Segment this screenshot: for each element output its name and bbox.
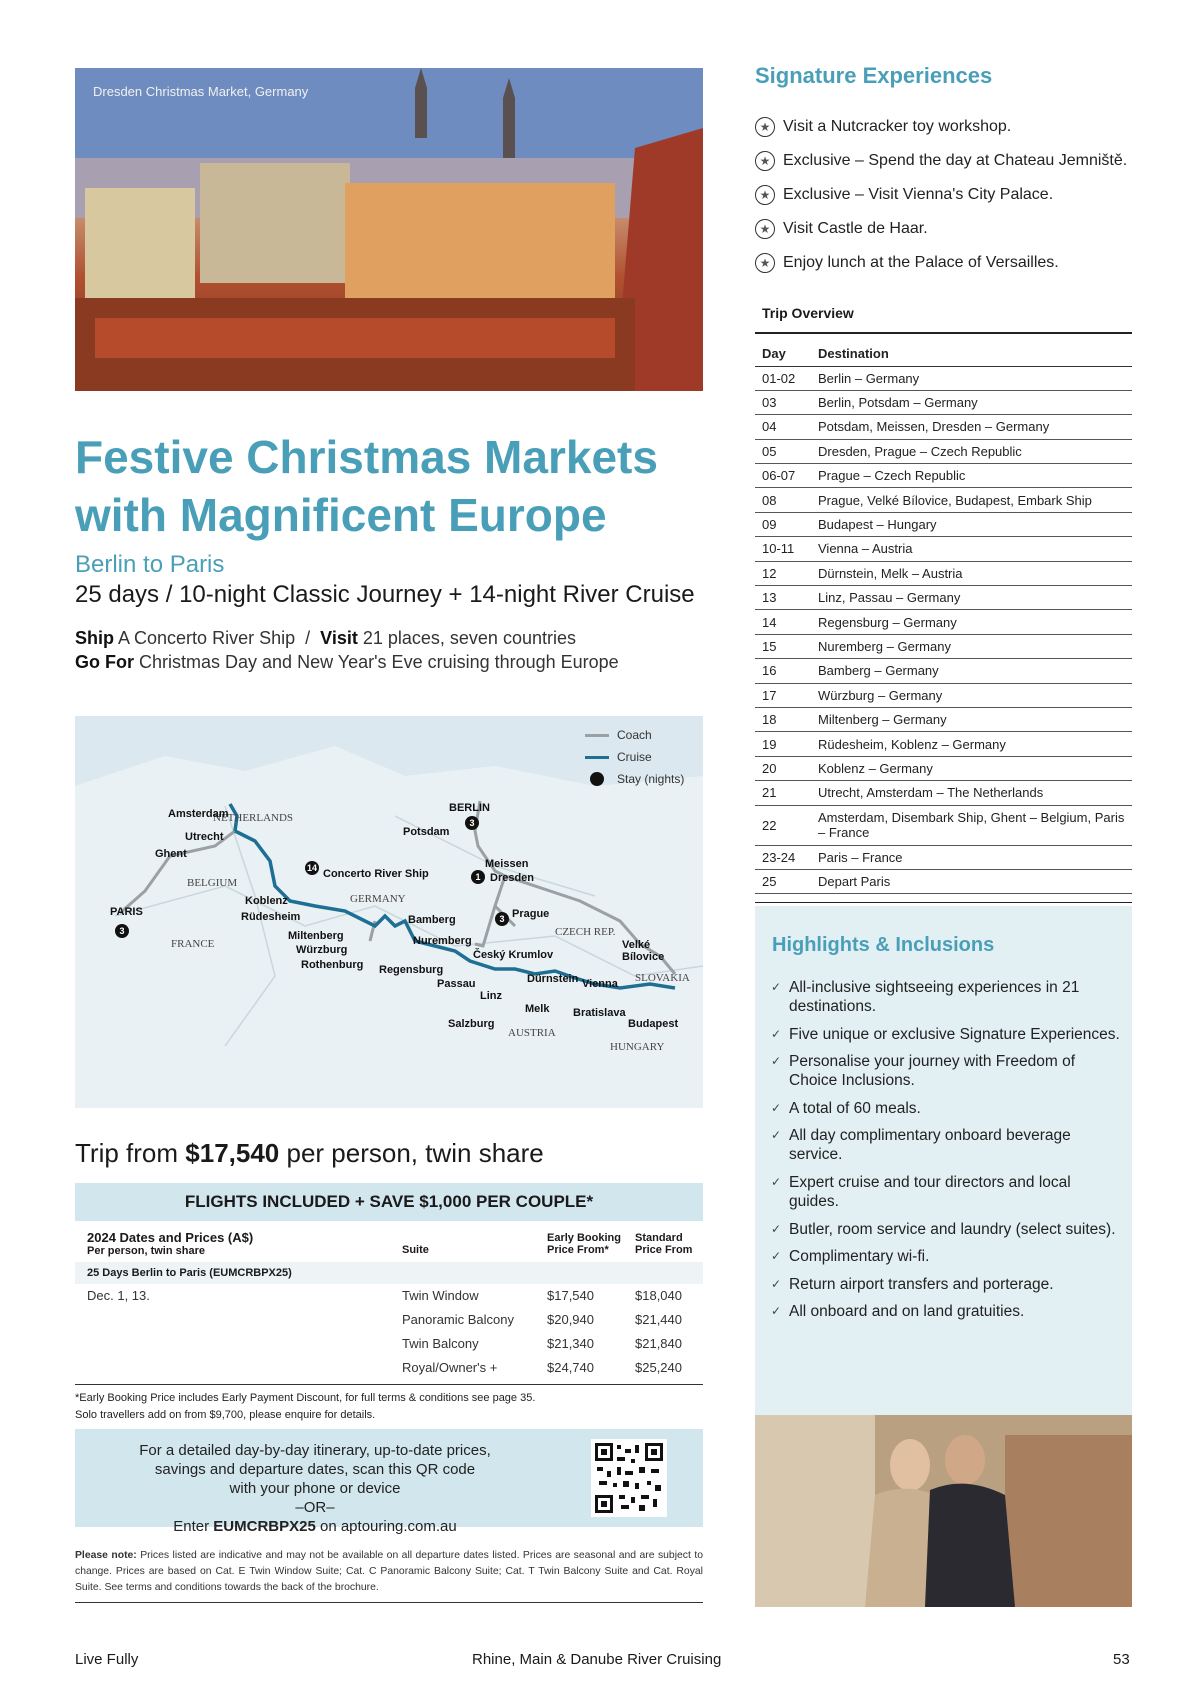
col-suite: Suite <box>402 1244 429 1256</box>
suite-name: Royal/Owner's + <box>402 1360 498 1375</box>
early-price: $20,940 <box>547 1312 594 1327</box>
overview-destination: Utrecht, Amsterdam – The Netherlands <box>811 781 1132 805</box>
qr-info-box <box>75 1429 703 1535</box>
footer-section: Rhine, Main & Danube River Cruising <box>472 1651 722 1668</box>
footnote-early-booking: *Early Booking Price includes Early Payment Discount, for full terms & conditions see page 35. <box>75 1392 536 1404</box>
list-item: ✓ All day complimentary onboard beverage service. <box>771 1126 1121 1164</box>
list-item: ✓ Five unique or exclusive Signature Experiences. <box>771 1025 1121 1044</box>
overview-destination: Depart Paris <box>811 869 1132 893</box>
coach-swatch <box>585 734 609 737</box>
overview-day: 08 <box>755 488 811 512</box>
legend-stay: Stay (nights) <box>617 772 685 786</box>
couple-photo-illustration <box>755 1415 1132 1607</box>
place-label: Meissen <box>485 858 529 870</box>
gofor-value: Christmas Day and New Year's Eve cruising through Europe <box>139 652 619 672</box>
overview-destination: Nuremberg – Germany <box>811 634 1132 658</box>
overview-day: 22 <box>755 805 811 845</box>
standard-price: $21,840 <box>635 1336 682 1351</box>
table-row <box>755 488 1132 512</box>
couple-photo <box>755 1415 1132 1607</box>
table-row <box>755 707 1132 731</box>
signature-item: Exclusive – Spend the day at Chateau Jemniště. <box>783 152 1128 169</box>
overview-table <box>755 342 1132 894</box>
table-row <box>755 586 1132 610</box>
stay-badge-prague: 3 <box>495 912 509 926</box>
place-label: Potsdam <box>403 826 450 838</box>
page-number: 53 <box>1113 1651 1130 1668</box>
place-label: Melk <box>525 1003 550 1015</box>
stay-badge-paris: 3 <box>115 924 129 938</box>
signature-item: Visit Castle de Haar. <box>783 220 928 237</box>
overview-day: 01-02 <box>755 366 811 390</box>
place-label: Concerto River Ship <box>323 868 429 880</box>
disclaimer <box>75 1548 703 1596</box>
overview-day: 09 <box>755 512 811 536</box>
suite-name: Twin Balcony <box>402 1336 479 1351</box>
table-row <box>755 756 1132 780</box>
standard-price: $21,440 <box>635 1312 682 1327</box>
overview-destination: Dresden, Prague – Czech Republic <box>811 439 1132 463</box>
overview-destination: Dürnstein, Melk – Austria <box>811 561 1132 585</box>
qr-line: –OR– <box>295 1499 335 1516</box>
table-row <box>75 1308 703 1332</box>
overview-destination: Linz, Passau – Germany <box>811 586 1132 610</box>
visit-value: 21 places, seven countries <box>362 628 576 648</box>
overview-day: 06-07 <box>755 464 811 488</box>
qr-enter-suffix: on aptouring.com.au <box>319 1518 457 1535</box>
place-label: Regensburg <box>379 964 444 976</box>
disclaimer-text: Prices listed are indicative and may not be available on all departure dates listed. Prices are seasonal and are subject to change. Prices are based on Cat. E Twin Window Suite; Cat. C Panoramic Balcony Suite; Cat. T Twin Balcony Suite and Cat. Royal Suite. See terms and conditions towards the back of the brochure. <box>75 1550 703 1593</box>
stay-badge-dresden: 1 <box>471 870 485 884</box>
place-label: Utrecht <box>185 831 224 843</box>
place-label: Dresden <box>490 872 535 884</box>
place-label: Bratislava <box>573 1007 626 1019</box>
overview-day: 12 <box>755 561 811 585</box>
list-item: ✓ Return airport transfers and porterage. <box>771 1275 1121 1294</box>
overview-day: 14 <box>755 610 811 634</box>
overview-destination: Prague – Czech Republic <box>811 464 1132 488</box>
country-label: GERMANY <box>350 893 406 905</box>
overview-day: 10-11 <box>755 537 811 561</box>
overview-destination: Prague, Velké Bílovice, Budapest, Embark Ship <box>811 488 1132 512</box>
signature-title: Signature Experiences <box>755 63 993 88</box>
trip-code: EUMCRBPX25 <box>213 1518 316 1535</box>
price-subheader: 25 Days Berlin to Paris (EUMCRBPX25) <box>75 1262 703 1284</box>
hero-caption: Dresden Christmas Market, Germany <box>93 84 309 99</box>
overview-destination: Paris – France <box>811 845 1132 869</box>
table-row <box>755 439 1132 463</box>
list-item <box>755 110 1127 144</box>
overview-bottom-rule <box>755 902 1132 903</box>
place-label: Vienna <box>582 978 618 990</box>
col-standard: Standard Price From <box>635 1232 693 1256</box>
country-label: AUSTRIA <box>508 1027 556 1039</box>
cruise-swatch <box>585 756 609 759</box>
overview-day: 21 <box>755 781 811 805</box>
signature-list <box>755 110 1127 280</box>
star-icon: ★ <box>755 253 775 273</box>
list-item <box>755 178 1127 212</box>
price-table-header <box>75 1228 703 1262</box>
place-label: Amsterdam <box>168 808 229 820</box>
footnotes <box>75 1390 703 1424</box>
overview-day: 04 <box>755 415 811 439</box>
table-row <box>755 561 1132 585</box>
trip-from-price <box>75 1138 544 1169</box>
place-label: Passau <box>437 978 476 990</box>
title-line-1: Festive Christmas Markets <box>75 431 658 483</box>
highlights-list <box>771 978 1121 1330</box>
star-icon: ★ <box>755 219 775 239</box>
overview-destination: Berlin – Germany <box>811 366 1132 390</box>
col-day: Day <box>755 342 811 366</box>
overview-day: 15 <box>755 634 811 658</box>
table-row <box>75 1284 703 1308</box>
stay-swatch <box>590 772 604 786</box>
signature-item: Exclusive – Visit Vienna's City Palace. <box>783 186 1054 203</box>
table-row <box>755 781 1132 805</box>
overview-day: 19 <box>755 732 811 756</box>
early-price: $24,740 <box>547 1360 594 1375</box>
table-row <box>755 732 1132 756</box>
list-item <box>755 212 1127 246</box>
title-line-2: with Magnificent Europe <box>75 489 607 541</box>
gofor-label: Go For <box>75 652 134 672</box>
legend-coach: Coach <box>617 728 652 742</box>
suite-name: Twin Window <box>402 1288 479 1303</box>
star-icon: ★ <box>755 185 775 205</box>
overview-day: 13 <box>755 586 811 610</box>
table-row <box>755 390 1132 414</box>
duration-subtitle: 25 days / 10-night Classic Journey + 14-night River Cruise <box>75 581 695 608</box>
place-label: Linz <box>480 990 502 1002</box>
qr-instructions <box>115 1441 515 1536</box>
disclaimer-label: Please note: <box>75 1550 137 1561</box>
star-icon: ★ <box>755 117 775 137</box>
trip-from-amount: $17,540 <box>185 1138 280 1168</box>
list-item: ✓ All onboard and on land gratuities. <box>771 1302 1121 1321</box>
route-subtitle: Berlin to Paris <box>75 551 225 578</box>
place-label: Koblenz <box>245 895 288 907</box>
meta-separator: / <box>305 628 311 648</box>
table-row <box>75 1332 703 1356</box>
stay-badge-berlin: 3 <box>465 816 479 830</box>
place-label: Miltenberg <box>288 930 344 942</box>
hero-photo <box>75 68 703 391</box>
overview-divider <box>755 332 1132 334</box>
early-price: $21,340 <box>547 1336 594 1351</box>
table-row <box>755 610 1132 634</box>
overview-header <box>755 342 1132 366</box>
table-row <box>755 845 1132 869</box>
standard-price: $18,040 <box>635 1288 682 1303</box>
overview-destination: Amsterdam, Disembark Ship, Ghent – Belgium, Paris – France <box>811 805 1132 845</box>
qr-line: For a detailed day-by-day itinerary, up-to-date prices, <box>139 1442 491 1459</box>
overview-destination: Würzburg – Germany <box>811 683 1132 707</box>
country-label: CZECH REP. <box>555 926 616 938</box>
highlights-title: Highlights & Inclusions <box>772 934 995 956</box>
map-legend <box>585 724 684 790</box>
table-row <box>755 464 1132 488</box>
overview-day: 25 <box>755 869 811 893</box>
list-item: ✓ Expert cruise and tour directors and local guides. <box>771 1173 1121 1211</box>
place-label: Rüdesheim <box>241 911 301 923</box>
stay-badge-ship: 14 <box>306 863 317 873</box>
footer-brand: Live Fully <box>75 1651 139 1668</box>
place-label: Ghent <box>155 848 187 860</box>
overview-day: 18 <box>755 707 811 731</box>
early-price: $17,540 <box>547 1288 594 1303</box>
place-label: Prague <box>512 908 550 920</box>
overview-destination: Budapest – Hungary <box>811 512 1132 536</box>
overview-destination: Potsdam, Meissen, Dresden – Germany <box>811 415 1132 439</box>
overview-destination: Berlin, Potsdam – Germany <box>811 390 1132 414</box>
place-label: Würzburg <box>296 944 348 956</box>
table-row <box>755 869 1132 893</box>
price-table <box>75 1228 703 1385</box>
suite-name: Panoramic Balcony <box>402 1312 514 1327</box>
table-row <box>755 659 1132 683</box>
route-map <box>75 716 703 1108</box>
legend-cruise: Cruise <box>617 750 652 764</box>
overview-day: 17 <box>755 683 811 707</box>
overview-day: 05 <box>755 439 811 463</box>
overview-day: 03 <box>755 390 811 414</box>
place-label: BERLIN <box>449 802 490 814</box>
overview-destination: Rüdesheim, Koblenz – Germany <box>811 732 1132 756</box>
footnote-solo: Solo travellers add on from $9,700, please enquire for details. <box>75 1409 376 1421</box>
table-row <box>755 683 1132 707</box>
place-label: PARIS <box>110 906 143 918</box>
col-destination: Destination <box>811 342 1132 366</box>
country-label: HUNGARY <box>610 1041 665 1053</box>
overview-destination: Miltenberg – Germany <box>811 707 1132 731</box>
trip-from-suffix: per person, twin share <box>286 1138 544 1168</box>
overview-destination: Regensburg – Germany <box>811 610 1132 634</box>
overview-destination: Koblenz – Germany <box>811 756 1132 780</box>
table-row <box>75 1356 703 1380</box>
list-item: ✓ A total of 60 meals. <box>771 1099 1121 1118</box>
overview-title: Trip Overview <box>762 305 854 321</box>
table-row <box>755 634 1132 658</box>
ship-value: A Concerto River Ship <box>118 628 296 648</box>
standard-price: $25,240 <box>635 1360 682 1375</box>
price-header-sub: Per person, twin share <box>87 1245 205 1257</box>
place-label: Budapest <box>628 1018 679 1030</box>
country-label: NETHERLANDS <box>213 812 294 824</box>
list-item <box>755 144 1127 178</box>
country-label: SLOVAKIA <box>635 972 690 984</box>
place-label: Salzburg <box>448 1018 495 1030</box>
place-label: Bamberg <box>408 914 456 926</box>
table-row <box>755 537 1132 561</box>
place-label: Velké Bílovice <box>622 939 665 963</box>
qr-enter-line <box>115 1517 515 1536</box>
signature-item: Visit a Nutcracker toy workshop. <box>783 118 1012 135</box>
ship-label: Ship <box>75 628 114 648</box>
signature-item: Enjoy lunch at the Palace of Versailles. <box>783 254 1059 271</box>
ship-visit-line <box>75 628 576 649</box>
overview-day: 16 <box>755 659 811 683</box>
list-item: ✓ Butler, room service and laundry (select suites). <box>771 1220 1121 1239</box>
list-item: ✓ Personalise your journey with Freedom of Choice Inclusions. <box>771 1052 1121 1090</box>
overview-destination: Bamberg – Germany <box>811 659 1132 683</box>
place-label: Nuremberg <box>413 935 472 947</box>
gofor-line <box>75 652 619 673</box>
country-label: BELGIUM <box>187 877 238 889</box>
star-icon: ★ <box>755 151 775 171</box>
visit-label: Visit <box>320 628 358 648</box>
flights-banner: FLIGHTS INCLUDED + SAVE $1,000 PER COUPLE* <box>75 1183 703 1221</box>
qr-enter-prefix: Enter <box>173 1518 210 1535</box>
trip-from-prefix: Trip from <box>75 1138 179 1168</box>
place-label: Český Krumlov <box>473 949 554 961</box>
table-row <box>755 805 1132 845</box>
table-row <box>755 366 1132 390</box>
place-label: Dürnstein <box>527 973 579 985</box>
hero-photo-illustration <box>75 68 703 391</box>
qr-line: savings and departure dates, scan this QR code <box>154 1461 476 1478</box>
price-header-title <box>87 1230 253 1257</box>
overview-destination: Vienna – Austria <box>811 537 1132 561</box>
place-label: Rothenburg <box>301 959 364 971</box>
table-row <box>755 415 1132 439</box>
table-row <box>755 512 1132 536</box>
highlights-box <box>755 906 1132 1415</box>
list-item: ✓ All-inclusive sightseeing experiences in 21 destinations. <box>771 978 1121 1016</box>
overview-day: 23-24 <box>755 845 811 869</box>
qr-line: with your phone or device <box>229 1480 401 1497</box>
list-item <box>755 246 1127 280</box>
qr-code-icon[interactable] <box>591 1439 667 1517</box>
price-header-main: 2024 Dates and Prices (A$) <box>87 1230 254 1245</box>
departure-dates: Dec. 1, 13. <box>87 1288 150 1303</box>
col-early-booking: Early Booking Price From* <box>547 1232 621 1256</box>
list-item: ✓ Complimentary wi-fi. <box>771 1247 1121 1266</box>
overview-day: 20 <box>755 756 811 780</box>
country-label: FRANCE <box>171 938 215 950</box>
table-divider <box>75 1384 703 1385</box>
page-title <box>75 428 715 544</box>
disclaimer-divider <box>75 1602 703 1603</box>
